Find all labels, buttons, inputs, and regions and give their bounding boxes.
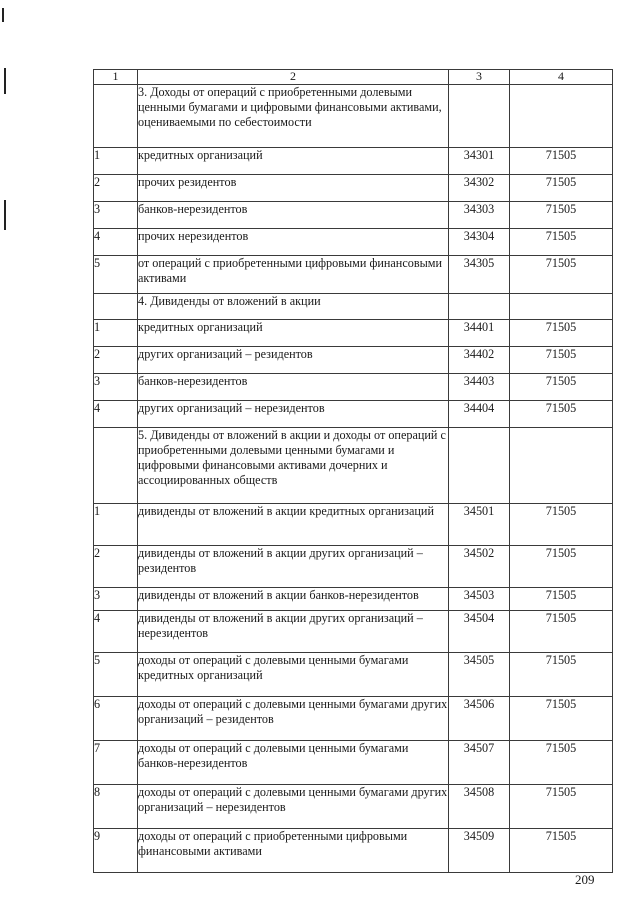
column-header: 3: [449, 70, 510, 85]
row-description: дивиденды от вложений в акции других организаций – нерезидентов: [138, 611, 449, 653]
row-account: 71505: [510, 148, 613, 175]
table-header-row: [94, 70, 613, 85]
row-code: 34301: [449, 148, 510, 175]
column-header: 2: [138, 70, 449, 85]
row-account: 71505: [510, 504, 613, 546]
row-account: 71505: [510, 256, 613, 294]
column-header: 4: [510, 70, 613, 85]
row-code: 34402: [449, 347, 510, 374]
row-description: доходы от операций с долевыми ценными бумагами других организаций – нерезидентов: [138, 785, 449, 829]
row-code: 34404: [449, 401, 510, 428]
table-row: [94, 546, 613, 588]
row-code: 34501: [449, 504, 510, 546]
row-code: 34503: [449, 588, 510, 611]
row-description: прочих нерезидентов: [138, 229, 449, 256]
row-account: 71505: [510, 175, 613, 202]
row-number: 2: [94, 175, 138, 202]
row-description: кредитных организаций: [138, 320, 449, 347]
row-account: 71505: [510, 588, 613, 611]
row-code: 34401: [449, 320, 510, 347]
row-code: 34403: [449, 374, 510, 401]
row-number: 4: [94, 401, 138, 428]
row-description: кредитных организаций: [138, 148, 449, 175]
row-account: 71505: [510, 829, 613, 873]
row-description: 5. Дивиденды от вложений в акции и доходы от операций с приобретенными долевыми ценными бумагами и цифровыми финансовыми активами дочерних и ассоциированных обществ: [138, 428, 449, 504]
table-row: [94, 741, 613, 785]
row-number: 3: [94, 588, 138, 611]
row-description: банков-нерезидентов: [138, 374, 449, 401]
row-account: 71505: [510, 697, 613, 741]
row-number: 5: [94, 256, 138, 294]
row-account: 71505: [510, 546, 613, 588]
row-number: 4: [94, 229, 138, 256]
row-description: банков-нерезидентов: [138, 202, 449, 229]
row-code: [449, 85, 510, 148]
section-heading-row: [94, 85, 613, 148]
row-number: 2: [94, 546, 138, 588]
row-number: 3: [94, 374, 138, 401]
row-number: 3: [94, 202, 138, 229]
table-row: [94, 320, 613, 347]
table-row: [94, 588, 613, 611]
row-description: других организаций – нерезидентов: [138, 401, 449, 428]
row-account: [510, 294, 613, 320]
table-row: [94, 401, 613, 428]
row-code: 34505: [449, 653, 510, 697]
row-number: 5: [94, 653, 138, 697]
row-code: 34303: [449, 202, 510, 229]
row-description: доходы от операций с долевыми ценными бумагами банков-нерезидентов: [138, 741, 449, 785]
row-number: 4: [94, 611, 138, 653]
row-description: доходы от операций с приобретенными цифровыми финансовыми активами: [138, 829, 449, 873]
row-account: 71505: [510, 202, 613, 229]
row-code: 34302: [449, 175, 510, 202]
row-number: 2: [94, 347, 138, 374]
table-row: [94, 653, 613, 697]
row-number: 8: [94, 785, 138, 829]
table-row: [94, 148, 613, 175]
row-code: 34305: [449, 256, 510, 294]
row-number: [94, 294, 138, 320]
row-account: [510, 85, 613, 148]
column-header: 1: [94, 70, 138, 85]
row-number: 1: [94, 504, 138, 546]
table-row: [94, 374, 613, 401]
section-heading-row: [94, 294, 613, 320]
table-row: [94, 504, 613, 546]
row-account: 71505: [510, 741, 613, 785]
row-account: [510, 428, 613, 504]
row-description: от операций с приобретенными цифровыми финансовыми активами: [138, 256, 449, 294]
row-description: доходы от операций с долевыми ценными бумагами других организаций – резидентов: [138, 697, 449, 741]
row-account: 71505: [510, 229, 613, 256]
row-number: [94, 85, 138, 148]
table-body: [94, 70, 613, 873]
row-account: 71505: [510, 374, 613, 401]
table-row: [94, 697, 613, 741]
row-number: 9: [94, 829, 138, 873]
row-code: [449, 428, 510, 504]
row-description: 4. Дивиденды от вложений в акции: [138, 294, 449, 320]
row-account: 71505: [510, 401, 613, 428]
table-row: [94, 785, 613, 829]
row-description: других организаций – резидентов: [138, 347, 449, 374]
row-code: 34509: [449, 829, 510, 873]
row-number: 1: [94, 320, 138, 347]
row-description: дивиденды от вложений в акции других организаций – резидентов: [138, 546, 449, 588]
row-description: 3. Доходы от операций с приобретенными долевыми ценными бумагами и цифровыми финансовыми активами, оцениваемыми по себестоимости: [138, 85, 449, 148]
table-row: [94, 202, 613, 229]
row-description: дивиденды от вложений в акции банков-нерезидентов: [138, 588, 449, 611]
table-row: [94, 175, 613, 202]
row-number: 1: [94, 148, 138, 175]
accounts-table: [93, 69, 613, 873]
row-number: 7: [94, 741, 138, 785]
row-account: 71505: [510, 320, 613, 347]
scan-artifact: [4, 68, 6, 94]
row-number: [94, 428, 138, 504]
table-row: [94, 256, 613, 294]
table-row: [94, 229, 613, 256]
row-code: 34506: [449, 697, 510, 741]
table-row: [94, 611, 613, 653]
scan-artifact: [4, 200, 6, 230]
row-code: 34507: [449, 741, 510, 785]
row-account: 71505: [510, 653, 613, 697]
row-code: 34502: [449, 546, 510, 588]
page-number: 209: [575, 872, 595, 887]
section-heading-row: [94, 428, 613, 504]
row-account: 71505: [510, 611, 613, 653]
row-code: 34304: [449, 229, 510, 256]
row-number: 6: [94, 697, 138, 741]
row-description: прочих резидентов: [138, 175, 449, 202]
row-code: 34508: [449, 785, 510, 829]
row-description: дивиденды от вложений в акции кредитных организаций: [138, 504, 449, 546]
table-row: [94, 829, 613, 873]
row-code: 34504: [449, 611, 510, 653]
row-account: 71505: [510, 347, 613, 374]
row-description: доходы от операций с долевыми ценными бумагами кредитных организаций: [138, 653, 449, 697]
row-code: [449, 294, 510, 320]
table-row: [94, 347, 613, 374]
row-account: 71505: [510, 785, 613, 829]
scan-artifact: [2, 8, 4, 22]
